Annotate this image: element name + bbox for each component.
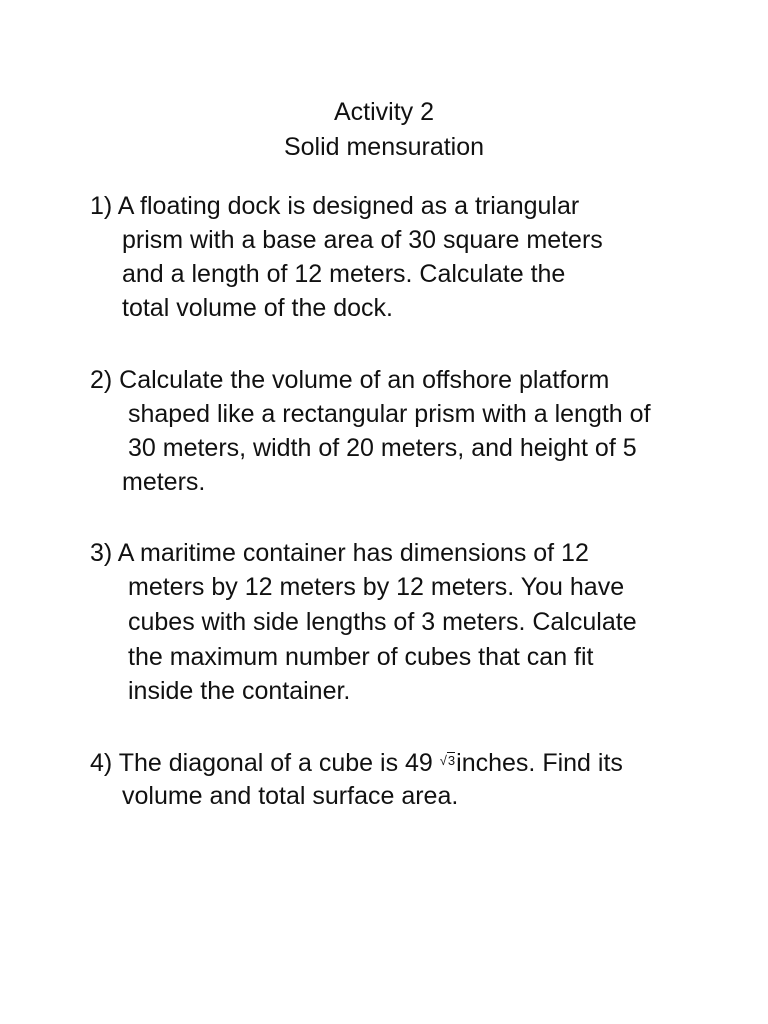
problem-2-line-1: 2) Calculate the volume of an offshore platform — [90, 366, 610, 394]
square-root-icon — [440, 744, 455, 778]
title-block — [0, 95, 768, 165]
problem-1-line-2: prism with a base area of 30 square meters — [122, 226, 603, 254]
radicand: 3 — [447, 753, 456, 768]
problem-3-line-4: the maximum number of cubes that can fit — [128, 643, 594, 671]
page-title: Activity 2 — [333, 98, 435, 126]
problem-1-line-1: 1) A floating dock is designed as a triangular — [90, 192, 580, 220]
problem-1-line-3: and a length of 12 meters. Calculate the — [122, 260, 566, 288]
problem-4-line-1 — [90, 744, 623, 780]
problem-4-text-after: inches. Find its — [456, 749, 623, 777]
page-subtitle: Solid mensuration — [283, 133, 485, 161]
problem-1-line-4: total volume of the dock. — [122, 294, 393, 322]
problem-3-line-1: 3) A maritime container has dimensions of 12 — [90, 539, 589, 567]
problem-2-line-2: shaped like a rectangular prism with a length of — [128, 400, 651, 428]
radical-symbol: √ — [439, 753, 447, 768]
problem-2-line-4: meters. — [122, 468, 206, 496]
problem-3-line-3: cubes with side lengths of 3 meters. Calculate — [128, 608, 637, 636]
problem-3-line-2: meters by 12 meters by 12 meters. You have — [128, 573, 625, 601]
problem-3-line-5: inside the container. — [128, 677, 351, 705]
problem-4-text-before: 4) The diagonal of a cube is 49 — [90, 749, 440, 777]
problem-4-line-2: volume and total surface area. — [122, 782, 459, 810]
problem-2-line-3: 30 meters, width of 20 meters, and height of 5 — [128, 434, 637, 462]
